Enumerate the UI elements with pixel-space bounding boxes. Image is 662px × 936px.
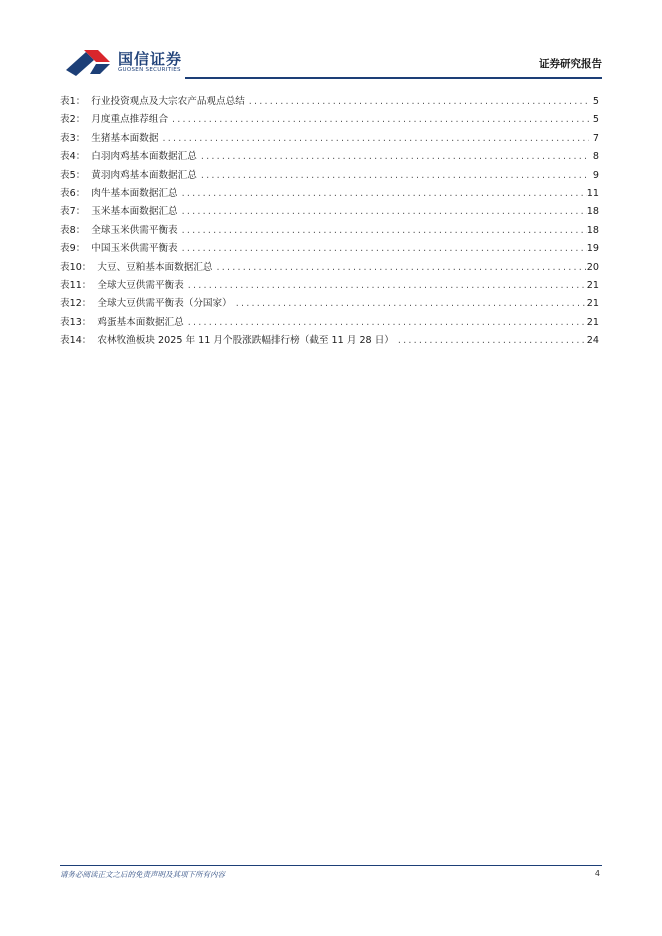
toc-leader-dots xyxy=(184,317,587,328)
toc-entry-number: 表14： xyxy=(60,335,92,347)
page-number: 4 xyxy=(594,869,600,878)
toc-entry-number: 表2： xyxy=(60,114,86,126)
toc-entry-title: 全球玉米供需平衡表 xyxy=(91,224,178,236)
toc-leader-dots xyxy=(178,225,587,236)
toc-leader-dots xyxy=(158,133,589,144)
toc-entry[interactable] xyxy=(60,148,599,166)
toc-entry-title: 行业投资观点及大宗农产品观点总结 xyxy=(91,96,245,107)
toc-entry-number: 表1： xyxy=(60,96,86,107)
toc-entry-number: 表4： xyxy=(60,151,86,163)
toc-entry-page: 11 xyxy=(586,187,599,199)
toc-entry[interactable] xyxy=(60,295,599,313)
toc-entry-number: 表12： xyxy=(60,298,92,310)
toc-entry-page: 18 xyxy=(586,224,599,236)
table-of-figures xyxy=(60,93,599,350)
toc-entry[interactable] xyxy=(60,203,599,221)
toc-entry[interactable] xyxy=(60,259,599,277)
toc-leader-dots xyxy=(178,206,587,217)
toc-leader-dots xyxy=(197,170,589,181)
brand-name-en: GUOSEN SECURITIES xyxy=(118,67,181,73)
brand-name-cn: 国信证券 xyxy=(118,50,183,68)
toc-leader-dots xyxy=(178,243,587,254)
toc-entry-title: 肉牛基本面数据汇总 xyxy=(91,187,178,199)
toc-entry[interactable] xyxy=(60,111,599,129)
toc-leader-dots xyxy=(213,262,587,273)
toc-entry-title: 全球大豆供需平衡表（分国家） xyxy=(97,298,232,310)
toc-entry-title: 黄羽肉鸡基本面数据汇总 xyxy=(91,169,197,181)
toc-entry-page: 5 xyxy=(592,96,599,107)
toc-entry[interactable] xyxy=(60,130,599,148)
toc-entry-page: 18 xyxy=(586,206,599,218)
toc-entry[interactable] xyxy=(60,314,599,332)
toc-entry-number: 表9： xyxy=(60,243,86,255)
toc-entry-number: 表7： xyxy=(60,206,86,218)
toc-entry-number: 表5： xyxy=(60,169,86,181)
toc-entry[interactable] xyxy=(60,222,599,240)
toc-entry-title: 鸡蛋基本面数据汇总 xyxy=(97,316,184,328)
toc-entry[interactable] xyxy=(60,93,599,111)
page-header xyxy=(60,44,602,78)
toc-entry-title: 大豆、豆粕基本面数据汇总 xyxy=(97,261,213,273)
toc-entry-number: 表13： xyxy=(60,316,92,328)
toc-entry-page: 21 xyxy=(586,316,599,328)
toc-leader-dots xyxy=(184,280,587,291)
toc-entry-title: 全球大豆供需平衡表 xyxy=(97,279,184,291)
toc-entry[interactable] xyxy=(60,240,599,258)
toc-entry-page: 21 xyxy=(586,298,599,310)
toc-entry-number: 表11： xyxy=(60,279,92,291)
report-type-label: 证券研究报告 xyxy=(539,58,602,70)
toc-leader-dots xyxy=(168,114,589,125)
toc-entry-number: 表3： xyxy=(60,132,86,144)
toc-entry[interactable] xyxy=(60,277,599,295)
toc-leader-dots xyxy=(197,151,589,162)
toc-entry-page: 20 xyxy=(586,261,599,273)
toc-entry-number: 表8： xyxy=(60,224,86,236)
toc-entry-page: 9 xyxy=(592,169,599,181)
toc-leader-dots xyxy=(232,298,587,309)
toc-entry-page: 21 xyxy=(586,279,599,291)
toc-entry-title: 白羽肉鸡基本面数据汇总 xyxy=(91,151,197,163)
toc-entry-page: 8 xyxy=(592,151,599,163)
toc-entry-page: 24 xyxy=(586,335,599,347)
toc-entry-number: 表10： xyxy=(60,261,92,273)
toc-leader-dots xyxy=(245,96,589,107)
toc-leader-dots xyxy=(394,335,587,346)
toc-entry-title: 玉米基本面数据汇总 xyxy=(91,206,178,218)
toc-entry-title: 中国玉米供需平衡表 xyxy=(91,243,178,255)
guosen-logo-icon xyxy=(64,46,114,78)
toc-entry[interactable] xyxy=(60,167,599,185)
toc-entry-number: 表6： xyxy=(60,187,86,199)
toc-entry-title: 生猪基本面数据 xyxy=(91,132,159,144)
toc-entry-page: 19 xyxy=(586,243,599,255)
toc-entry[interactable] xyxy=(60,332,599,350)
toc-entry-page: 7 xyxy=(592,132,599,144)
footer-divider xyxy=(60,865,602,866)
toc-entry-title: 月度重点推荐组合 xyxy=(91,114,169,126)
toc-leader-dots xyxy=(178,188,587,199)
header-divider xyxy=(185,77,602,79)
toc-entry-title: 农林牧渔板块 2025 年 11 月个股涨跌幅排行榜（截至 11 月 28 日） xyxy=(97,335,394,347)
toc-entry-page: 5 xyxy=(592,114,599,126)
footer-disclaimer: 请务必阅读正文之后的免责声明及其项下所有内容 xyxy=(60,870,225,879)
toc-entry[interactable] xyxy=(60,185,599,203)
